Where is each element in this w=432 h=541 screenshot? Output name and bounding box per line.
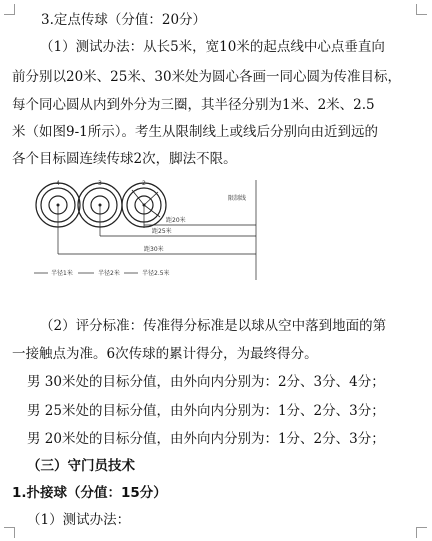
distance-label-30: 距30米 (144, 246, 164, 253)
goalkeeper-heading: （三）守门员技术 (27, 458, 135, 474)
scoring-line-4: 男 25米处的目标分值，由外向内分别为：1分、2分、3分； (27, 403, 385, 419)
circle-number-3: 2 (142, 180, 146, 187)
radius-label-3: 半径2.5米 (142, 270, 170, 277)
distance-label-20: 距20米 (166, 217, 186, 224)
method-line-3: 每个同心圆从内到外分为三圈，其半径分别为1米、2米、2.5 (12, 97, 375, 113)
circle-number-2: 3 (98, 180, 102, 187)
method-line-4: 米（如图9-1所示）。考生从限制线上或线后分别向由近到远的 (12, 124, 378, 140)
section-title: 3.定点传球（分值：20分） (41, 12, 207, 28)
circle-number-1: 4 (56, 180, 60, 187)
radius-label-1: 半径1米 (51, 270, 73, 277)
scoring-line-1: （2）评分标准：传准得分标准是以球从空中落到地面的第 (40, 318, 387, 334)
limit-line-label: 限制线 (228, 195, 247, 202)
method-line-1: （1）测试办法：从长5米，宽10米的起点线中心点垂直向 (40, 39, 385, 55)
scoring-line-2: 一接触点为准。6次传球的累计得分，为最终得分。 (12, 346, 318, 362)
corner-mark-bottom-left (4, 527, 15, 538)
corner-mark-top-right (416, 4, 427, 15)
scoring-line-5: 男 20米处的目标分值，由外向内分别为：1分、2分、3分； (27, 431, 385, 447)
radius-arrows (132, 190, 160, 217)
catch-heading: 1.扑接球（分值：15分） (12, 485, 167, 501)
scoring-line-3: 男 30米处的目标分值，由外向内分别为：2分、3分、4分； (27, 374, 385, 390)
distance-label-25: 距25米 (152, 228, 172, 235)
method-line-2: 前分别以20米、25米、30米处为圆心各画一同心圆为传准目标， (12, 69, 402, 85)
method-line-5: 各个目标圆连续传球2次，脚法不限。 (12, 151, 237, 167)
corner-mark-top-left (4, 4, 15, 15)
corner-mark-bottom-right (416, 527, 427, 538)
target-diagram (28, 170, 288, 295)
radius-label-2: 半径2米 (98, 270, 120, 277)
catch-method-line: （1）测试办法： (27, 512, 131, 528)
